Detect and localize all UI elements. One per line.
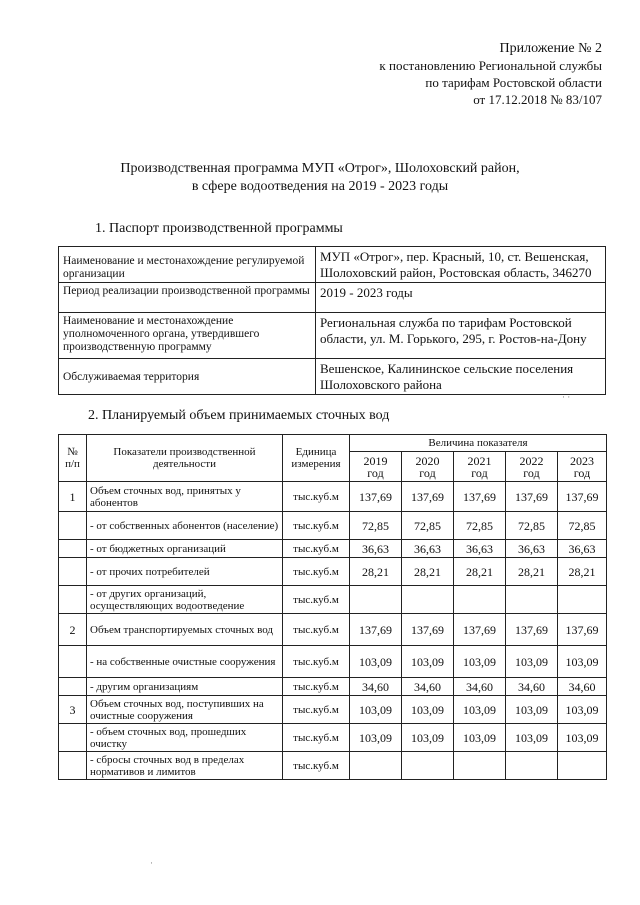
value-cell	[558, 752, 607, 780]
value-cell: 36,63	[454, 540, 506, 558]
value-cell	[402, 752, 454, 780]
appendix-date-number: от 17.12.2018 № 83/107	[473, 92, 602, 107]
value-cell: 103,09	[558, 696, 607, 724]
value-cell	[350, 586, 402, 614]
table-row	[59, 678, 607, 696]
value-cell: 34,60	[558, 678, 607, 696]
header-year: 2019 год	[350, 452, 402, 482]
row-unit: тыс.куб.м	[283, 586, 350, 614]
passport-value: МУП «Отрог», пер. Красный, 10, ст. Вешенская, Шолоховский район, Ростовская область, 346270	[316, 247, 606, 283]
row-unit: тыс.куб.м	[283, 724, 350, 752]
row-indicator: Объем сточных вод, принятых у абонентов	[87, 482, 283, 512]
value-cell	[402, 586, 454, 614]
row-indicator: - от других организаций, осуществляющих водоотведение	[87, 586, 283, 614]
value-cell: 103,09	[454, 646, 506, 678]
passport-value: Региональная служба по тарифам Ростовской области, ул. М. Горького, 295, г. Ростов-на-Дону	[316, 313, 606, 359]
row-indicator: - от прочих потребителей	[87, 558, 283, 586]
appendix-resolution: к постановлению Региональной службы	[379, 58, 602, 73]
passport-row	[59, 283, 606, 313]
header-year: 2023 год	[558, 452, 607, 482]
table-row	[59, 482, 607, 512]
row-indicator: - от бюджетных организаций	[87, 540, 283, 558]
section-2-heading: 2. Планируемый объем принимаемых сточных вод	[88, 408, 390, 423]
value-cell: 103,09	[402, 724, 454, 752]
row-number	[59, 678, 87, 696]
title-line-2: в сфере водоотведения на 2019 - 2023 годы	[191, 179, 449, 194]
passport-row	[59, 359, 606, 395]
header-row	[59, 435, 607, 452]
title-line-1: Производственная программа МУП «Отрог», Шолоховский район,	[120, 161, 520, 176]
value-cell: 103,09	[402, 696, 454, 724]
value-cell: 34,60	[402, 678, 454, 696]
value-cell: 137,69	[454, 614, 506, 646]
header-year: 2020 год	[402, 452, 454, 482]
document-title	[0, 160, 640, 196]
row-number	[59, 540, 87, 558]
value-cell: 28,21	[558, 558, 607, 586]
value-cell: 137,69	[350, 614, 402, 646]
value-cell: 28,21	[506, 558, 558, 586]
row-number: 3	[59, 696, 87, 724]
passport-label: Наименование и местонахождение уполномоченного органа, утвердившего производственную программу	[59, 313, 316, 359]
value-cell: 103,09	[350, 646, 402, 678]
value-cell: 72,85	[402, 512, 454, 540]
row-unit: тыс.куб.м	[283, 558, 350, 586]
row-number: 2	[59, 614, 87, 646]
header-unit: Единица измерения	[283, 435, 350, 482]
value-cell: 34,60	[506, 678, 558, 696]
row-unit: тыс.куб.м	[283, 614, 350, 646]
header-indicator: Показатели производственной деятельности	[87, 435, 283, 482]
value-cell: 36,63	[402, 540, 454, 558]
row-unit: тыс.куб.м	[283, 696, 350, 724]
scan-mark: · ·	[562, 392, 571, 402]
header-num: № п/п	[59, 435, 87, 482]
table-row	[59, 558, 607, 586]
appendix-authority: по тарифам Ростовской области	[425, 75, 602, 90]
scan-mark: ·	[150, 858, 153, 868]
value-cell: 103,09	[558, 724, 607, 752]
value-cell: 36,63	[350, 540, 402, 558]
value-cell: 36,63	[506, 540, 558, 558]
value-cell	[506, 752, 558, 780]
section-1-heading: 1. Паспорт производственной программы	[95, 221, 343, 236]
value-cell: 137,69	[506, 614, 558, 646]
value-cell: 28,21	[402, 558, 454, 586]
value-cell: 137,69	[402, 614, 454, 646]
appendix-block	[379, 40, 602, 108]
value-cell: 103,09	[454, 724, 506, 752]
passport-table	[58, 246, 606, 395]
header-year: 2022 год	[506, 452, 558, 482]
table-row	[59, 614, 607, 646]
row-unit: тыс.куб.м	[283, 752, 350, 780]
row-unit: тыс.куб.м	[283, 540, 350, 558]
value-cell: 103,09	[454, 696, 506, 724]
value-cell: 103,09	[558, 646, 607, 678]
row-indicator: - сбросы сточных вод в пределах нормативов и лимитов	[87, 752, 283, 780]
value-cell: 137,69	[402, 482, 454, 512]
value-cell: 103,09	[402, 646, 454, 678]
row-indicator: Объем сточных вод, поступивших на очистные сооружения	[87, 696, 283, 724]
value-cell: 103,09	[506, 646, 558, 678]
value-cell: 103,09	[350, 696, 402, 724]
volume-table-body	[59, 482, 607, 780]
table-row	[59, 696, 607, 724]
value-cell: 28,21	[350, 558, 402, 586]
value-cell: 103,09	[350, 724, 402, 752]
value-cell: 72,85	[558, 512, 607, 540]
passport-value: Вешенское, Калининское сельские поселения Шолоховского района	[316, 359, 606, 395]
row-number	[59, 512, 87, 540]
table-row	[59, 724, 607, 752]
value-cell: 103,09	[506, 696, 558, 724]
row-number	[59, 646, 87, 678]
value-cell: 137,69	[350, 482, 402, 512]
value-cell: 72,85	[506, 512, 558, 540]
passport-value: 2019 - 2023 годы	[316, 283, 606, 313]
row-indicator: Объем транспортируемых сточных вод	[87, 614, 283, 646]
row-unit: тыс.куб.м	[283, 678, 350, 696]
passport-row	[59, 247, 606, 283]
passport-label: Обслуживаемая территория	[59, 359, 316, 395]
row-indicator: - другим организациям	[87, 678, 283, 696]
appendix-number: Приложение № 2	[499, 41, 602, 56]
row-number: 1	[59, 482, 87, 512]
value-cell: 137,69	[558, 614, 607, 646]
value-cell: 28,21	[454, 558, 506, 586]
row-indicator: - от собственных абонентов (население)	[87, 512, 283, 540]
value-cell	[454, 752, 506, 780]
table-row	[59, 646, 607, 678]
row-unit: тыс.куб.м	[283, 512, 350, 540]
value-cell: 36,63	[558, 540, 607, 558]
table-row	[59, 540, 607, 558]
passport-row	[59, 313, 606, 359]
value-cell: 34,60	[350, 678, 402, 696]
table-row	[59, 512, 607, 540]
value-cell	[454, 586, 506, 614]
table-row	[59, 586, 607, 614]
value-cell: 34,60	[454, 678, 506, 696]
value-cell: 137,69	[506, 482, 558, 512]
value-cell: 72,85	[454, 512, 506, 540]
value-cell: 72,85	[350, 512, 402, 540]
passport-label: Период реализации производственной программы	[59, 283, 316, 313]
value-cell: 137,69	[454, 482, 506, 512]
row-number	[59, 752, 87, 780]
volume-table	[58, 434, 607, 780]
header-value-group: Величина показателя	[350, 435, 607, 452]
value-cell: 103,09	[506, 724, 558, 752]
row-unit: тыс.куб.м	[283, 482, 350, 512]
value-cell	[558, 586, 607, 614]
value-cell	[350, 752, 402, 780]
row-indicator: - объем сточных вод, прошедших очистку	[87, 724, 283, 752]
row-indicator: - на собственные очистные сооружения	[87, 646, 283, 678]
value-cell	[506, 586, 558, 614]
passport-label: Наименование и местонахождение регулируемой организации	[59, 247, 316, 283]
table-row	[59, 752, 607, 780]
row-unit: тыс.куб.м	[283, 646, 350, 678]
value-cell: 137,69	[558, 482, 607, 512]
row-number	[59, 558, 87, 586]
row-number	[59, 724, 87, 752]
row-number	[59, 586, 87, 614]
header-year: 2021 год	[454, 452, 506, 482]
